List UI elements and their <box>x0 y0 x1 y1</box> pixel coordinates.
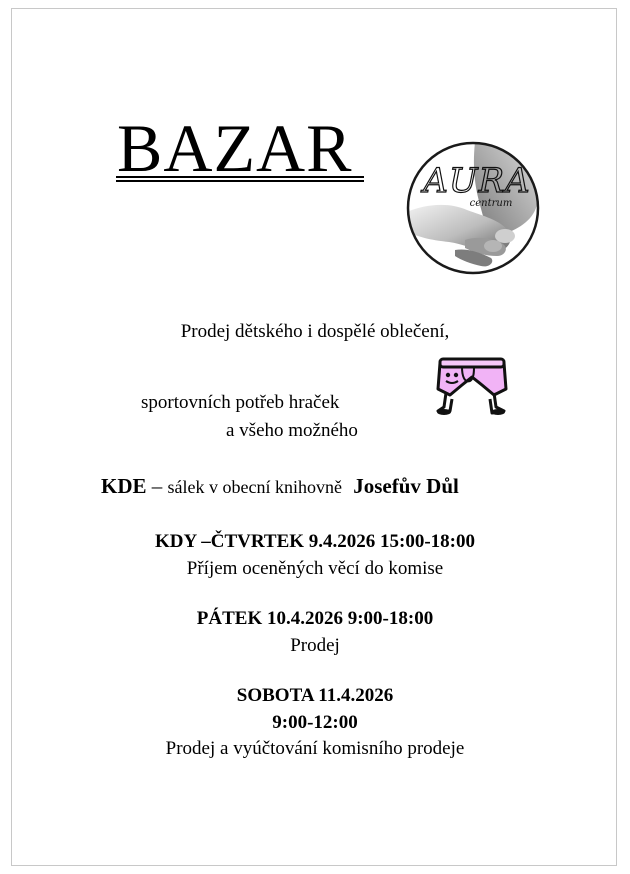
friday-heading: PÁTEK 10.4.2026 9:00-18:00 <box>196 608 434 629</box>
logo-wordmark: AURA <box>423 161 531 201</box>
saturday-heading: SOBOTA 11.4.2026 <box>236 685 394 706</box>
thursday-heading: KDY –ČTVRTEK 9.4.2026 15:00-18:00 <box>154 531 476 552</box>
intro-line-2: sportovních potřeb hraček <box>141 392 340 413</box>
saturday-time: 9:00-12:00 <box>272 712 358 733</box>
shorts-clipart <box>434 355 510 421</box>
aura-logo <box>405 140 543 276</box>
page-title: BAZAR <box>117 110 353 186</box>
friday-note: Prodej <box>290 635 340 656</box>
where-text: sálek v obecní knihovně <box>167 477 342 497</box>
where-place: Josefův Důl <box>353 474 459 498</box>
thursday-note: Příjem oceněných věcí do komise <box>186 558 444 579</box>
intro-line-1: Prodej dětského i dospělé oblečení, <box>180 321 450 342</box>
where-dash: – <box>151 474 163 498</box>
saturday-note: Prodej a vyúčtování komisního prodeje <box>165 738 465 759</box>
where-label: KDE <box>101 474 147 498</box>
where-line <box>101 474 459 499</box>
title-double-underline <box>116 176 364 182</box>
logo-subtitle: centrum <box>469 198 513 209</box>
intro-line-3: a všeho možného <box>226 420 358 441</box>
